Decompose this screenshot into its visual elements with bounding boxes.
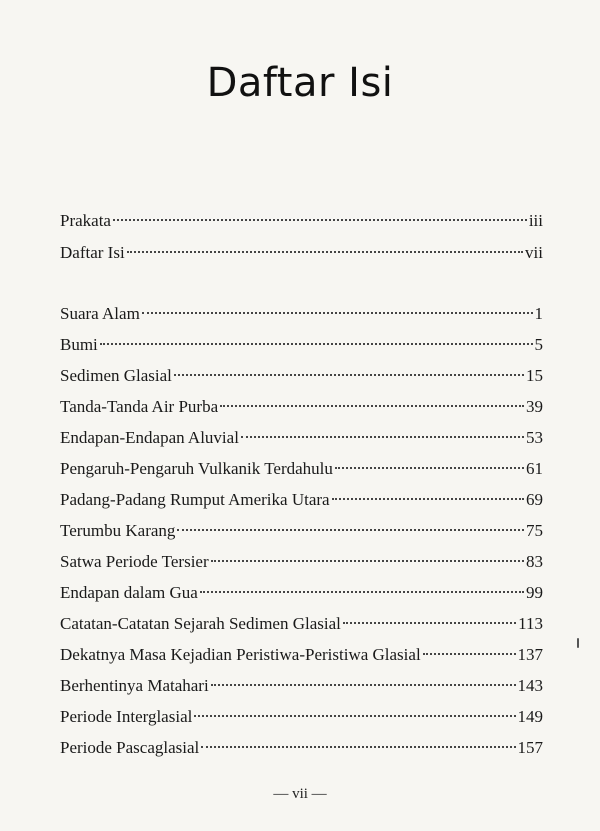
toc-entry-page: 5 — [534, 335, 543, 354]
toc-entry-label: Berhentinya Matahari — [60, 676, 209, 695]
toc-row — [60, 391, 543, 422]
toc-entry-page: 83 — [526, 552, 543, 571]
toc-row — [60, 515, 543, 546]
leader-dots — [220, 405, 524, 407]
leader-dots — [177, 529, 524, 531]
toc-row — [60, 608, 543, 639]
chapter-list — [60, 298, 543, 763]
toc-entry-page: 143 — [517, 676, 543, 695]
toc-entry-label: Sedimen Glasial — [60, 366, 172, 385]
toc-entry-page: 69 — [526, 490, 543, 509]
page-title: Daftar Isi — [206, 60, 394, 106]
toc-row — [60, 298, 543, 329]
leader-dots — [335, 467, 524, 469]
leader-dots — [211, 684, 516, 686]
toc-entry-page: 53 — [526, 428, 543, 447]
leader-dots — [127, 251, 523, 253]
page-number-footer: — vii — — [273, 786, 327, 802]
toc-entry-label: Padang-Padang Rumput Amerika Utara — [60, 490, 330, 509]
toc-entry-label: Satwa Periode Tersier — [60, 552, 209, 571]
toc-row — [60, 670, 543, 701]
toc-entry-label: Bumi — [60, 335, 98, 354]
leader-dots — [201, 746, 515, 748]
leader-dots — [423, 653, 516, 655]
toc-row — [60, 237, 543, 269]
toc-entry-page: 113 — [518, 614, 543, 633]
leader-dots — [211, 560, 524, 562]
toc-entry-label: Tanda-Tanda Air Purba — [60, 397, 219, 416]
toc-entry-page: 1 — [534, 304, 543, 323]
toc-row — [60, 205, 543, 237]
front-matter-list — [60, 205, 543, 269]
toc-entry-page: 15 — [526, 366, 543, 385]
toc-entry-label: Daftar Isi — [60, 243, 125, 262]
toc-entry-label: Terumbu Karang — [60, 521, 176, 540]
toc-entry-page: 61 — [526, 459, 543, 478]
toc-row — [60, 639, 543, 670]
toc-entry-page: 39 — [526, 397, 543, 416]
toc-row — [60, 422, 543, 453]
toc-entry-page: iii — [528, 211, 543, 230]
toc-row — [60, 732, 543, 763]
toc-row — [60, 360, 543, 391]
toc-entry-label: Endapan-Endapan Aluvial — [60, 428, 239, 447]
toc-entry-page: 137 — [517, 645, 543, 664]
toc-entry-page: 149 — [517, 707, 543, 726]
toc-entry-label: Prakata — [60, 211, 111, 230]
toc-row — [60, 577, 543, 608]
leader-dots — [194, 715, 515, 717]
toc-entry-page: 75 — [526, 521, 543, 540]
toc-entry-page: 157 — [517, 738, 543, 757]
toc-entry-label: Endapan dalam Gua — [60, 583, 198, 602]
leader-dots — [142, 312, 533, 314]
toc-entry-label: Pengaruh-Pengaruh Vulkanik Terdahulu — [60, 459, 333, 478]
leader-dots — [100, 343, 533, 345]
toc-row — [60, 453, 543, 484]
toc-row — [60, 546, 543, 577]
toc-entry-label: Periode Pascaglasial — [60, 738, 200, 757]
toc-entry-label: Suara Alam — [60, 304, 140, 323]
leader-dots — [174, 374, 524, 376]
leader-dots — [241, 436, 524, 438]
toc-entry-label: Dekatnya Masa Kejadian Peristiwa-Peristiwa Glasial — [60, 645, 421, 664]
leader-dots — [332, 498, 524, 500]
toc-entry-page: 99 — [526, 583, 543, 602]
toc-entry-label: Catatan-Catatan Sejarah Sedimen Glasial — [60, 614, 341, 633]
print-speck — [577, 638, 579, 648]
leader-dots — [343, 622, 516, 624]
toc-entry-page: vii — [525, 243, 543, 262]
toc-row — [60, 329, 543, 360]
toc-entry-label: Periode Interglasial — [60, 707, 193, 726]
toc-row — [60, 484, 543, 515]
toc-row — [60, 701, 543, 732]
leader-dots — [200, 591, 524, 593]
leader-dots — [113, 219, 527, 221]
